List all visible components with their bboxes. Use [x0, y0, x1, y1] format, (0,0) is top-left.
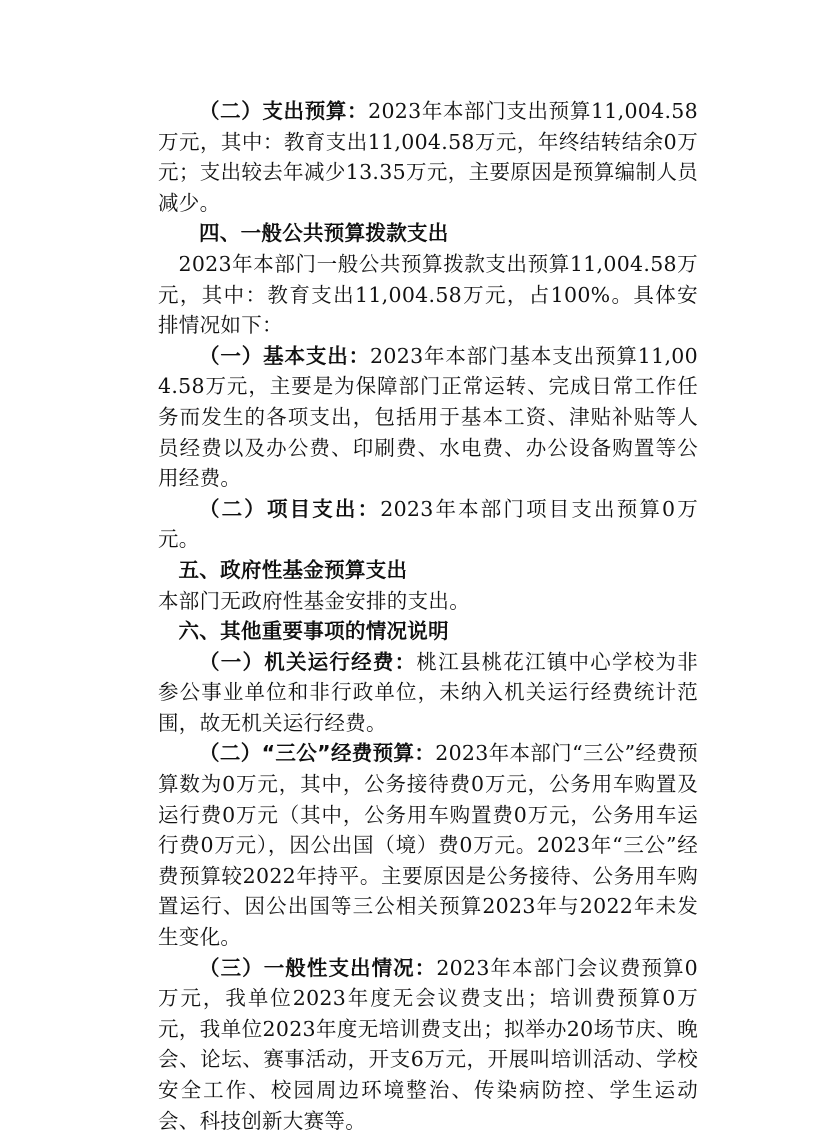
paragraph-expenditure-budget: [158, 96, 698, 218]
paragraph-lead: （二）“三公”经费预算：: [199, 741, 436, 766]
paragraph-basic-expenditure: [158, 341, 698, 494]
paragraph-project-expenditure: [158, 494, 698, 555]
paragraph-text: 2023年本部门基本支出预算11,004.58万元，主要是为保障部门正常运转、完成日常工作任务而发生的各项支出，包括用于基本工资、津贴补贴等人员经费以及办公费、印刷费、水电费、办公设备购置等公用经费。: [158, 343, 698, 491]
paragraph-text: 2023年本部门项目支出预算0万元。: [158, 496, 698, 552]
paragraph-lead: （三）一般性支出情况：: [199, 955, 437, 980]
paragraph-government-fund: 本部门无政府性基金安排的支出。: [158, 588, 470, 613]
paragraph-lead: （二）项目支出：: [199, 496, 381, 521]
section-heading-other-matters: 六、其他重要事项的情况说明: [178, 619, 449, 644]
paragraph-three-public-funds: [158, 738, 698, 952]
paragraph-lead: （一）机关运行经费：: [199, 649, 417, 674]
paragraph-text: 2023年本部门会议费预算0万元，我单位2023年度无会议费支出；培训费预算0万元，我单位2023年度无培训费支出；拟举办20场节庆、晚会、论坛、赛事活动，开支6万元，开展叫培训活动、学校安全工作、校园周边环境整治、传染病防控、学生运动会、科技创新大赛等。: [158, 955, 698, 1133]
paragraph-general-expenditure: [158, 953, 698, 1136]
paragraph-lead: （二）支出预算：: [199, 99, 369, 123]
section-heading-government-fund: 五、政府性基金预算支出: [178, 557, 408, 582]
paragraph-general-public-budget: 2023年本部门一般公共预算拨款支出预算11,004.58万元，其中：教育支出11,004.58万元，占100%。具体安排情况如下：: [158, 251, 698, 338]
paragraph-lead: （一）基本支出：: [199, 343, 371, 368]
paragraph-text: 桃江县桃花江镇中心学校为非参公事业单位和非行政单位，未纳入机关运行经费统计范围，故无机关运行经费。: [158, 649, 699, 735]
paragraph-operating-funds: [158, 647, 698, 739]
paragraph-text: 2023年本部门支出预算11,004.58万元，其中：教育支出11,004.58万元，年终结转结余0万元；支出较去年减少13.35万元，主要原因是预算编制人员减少。: [158, 99, 698, 215]
paragraph-text: 2023年本部门“三公”经费预算数为0万元，其中，公务接待费0万元，公务用车购置及运行费0万元（其中，公务用车购置费0万元，公务用车运行费0万元），因公出国（境）费0万元。2023年“三公”经费预算较2022年持平。主要原因是公务接待、公务用车购置运行、因公出国等三公相关预算2023年与2022年未发生变化。: [158, 741, 698, 950]
document-body: [158, 96, 698, 1136]
section-heading-general-public-budget: 四、一般公共预算拨款支出: [199, 221, 449, 246]
